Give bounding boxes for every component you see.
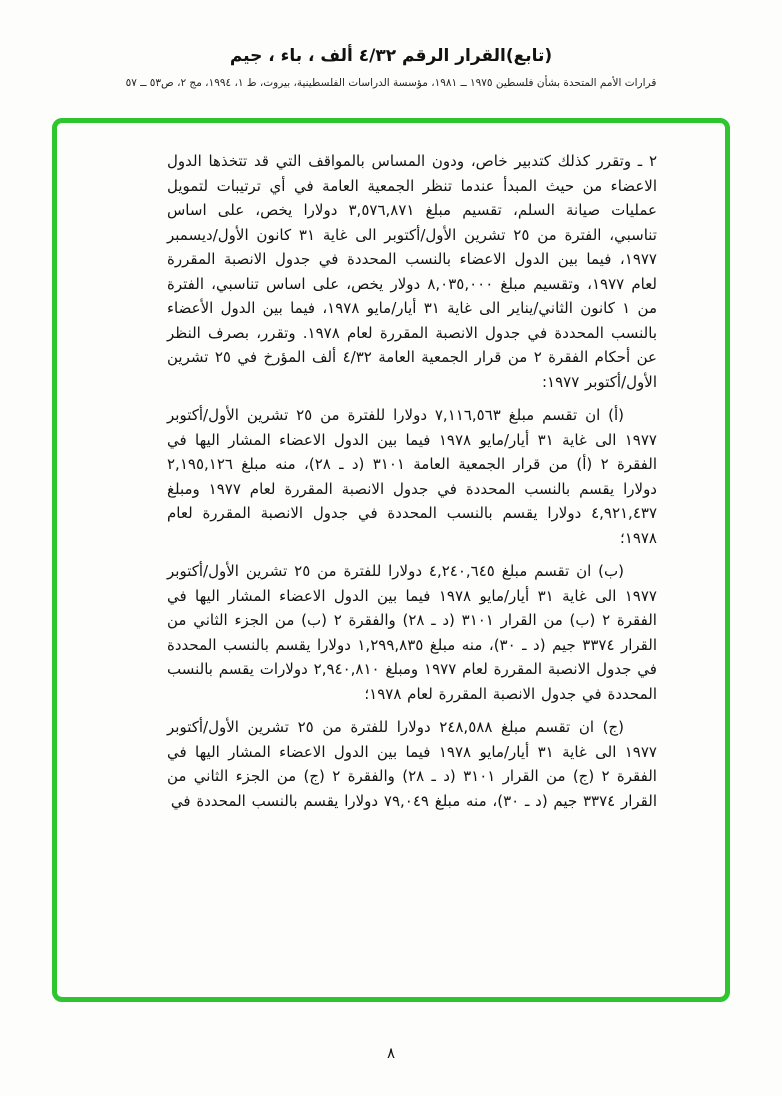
subparagraph-a: (أ) ان تقسم مبلغ ٧,١١٦,٥٦٣ دولارا للفترة من ٢٥ تشرين الأول/أكتوبر ١٩٧٧ الى غاية ٣١ أيار/مايو ١٩٧٨ فيما بين الدول الاعضاء المشار اليها في الفقرة ٢ (أ) من قرار الجمعية العامة ٣١٠١ (د ـ ٢٨)، منه مبلغ ٢,١٩٥,١٢٦ دولارا يقسم بالنسب المحددة في جدول الانصبة المقررة لعام ١٩٧٧ ومبلغ ٤,٩٢١,٤٣٧ دولارا يقسم بالنسب المحددة في جدول الانصبة المقررة لعام ١٩٧٨؛ <box>167 406 657 547</box>
subparagraph-b: (ب) ان تقسم مبلغ ٤,٢٤٠,٦٤٥ دولارا للفترة من ٢٥ تشرين الأول/أكتوبر ١٩٧٧ الى غاية ٣١ أيار/مايو ١٩٧٨ فيما بين الدول الاعضاء المشار اليها في الفقرة ٢ (ب) من القرار ٣١٠١ (د ـ ٢٨) والفقرة ٢ (ب) من الجزء الثاني من القرار ٣٣٧٤ جيم (د ـ ٣٠)، منه مبلغ ١,٢٩٩,٨٣٥ دولارا يقسم بالنسب المحددة في جدول الانصبة المقررة لعام ١٩٧٧ ومبلغ ٢,٩٤٠,٨١٠ دولارات يقسم بالنسب المحددة في جدول الانصبة المقررة لعام ١٩٧٨؛ <box>167 562 658 703</box>
resolution-body-text <box>167 149 657 813</box>
source-citation: قرارات الأمم المتحدة بشأن فلسطين ١٩٧٥ ــ ١٩٨١، مؤسسة الدراسات الفلسطينية، بيروت، ط ١، ١٩٩٤، مج ٢، ص٥٣ ــ ٥٧ <box>125 77 657 89</box>
subparagraph-c: (ج) ان تقسم مبلغ ٢٤٨,٥٨٨ دولارا للفترة من ٢٥ تشرين الأول/أكتوبر ١٩٧٧ الى غاية ٣١ أيار/مايو ١٩٧٨ فيما بين الدول الاعضاء المشار اليها في الفقرة ٢ (ج) من القرار ٣١٠١ (د ـ ٢٨) والفقرة ٢ (ج) من الجزء الثاني من القرار ٣٣٧٤ جيم (د ـ ٣٠)، منه مبلغ ٧٩,٠٤٩ دولارا يقسم بالنسب المحددة في <box>167 718 657 810</box>
page-footer <box>0 1044 782 1062</box>
paragraph-2: ٢ ـ وتقرر كذلك كتدبير خاص، ودون المساس بالمواقف التي قد تتخذها الدول الاعضاء من حيث المبدأ عندما تنظر الجمعية العامة في أي ترتيبات لتمويل عمليات صيانة السلم، تقسيم مبلغ ٣,٥٧٦,٨٧١ دولارا يخص، على اساس تناسبي، الفترة من ٢٥ تشرين الأول/أكتوبر الى غاية ٣١ كانون الأول/ديسمبر ١٩٧٧، فيما بين الدول الاعضاء بالنسب المحددة في جدول الانصبة المقررة لعام ١٩٧٧، وتقسيم مبلغ ٨,٠٣٥,٠٠٠ دولار يخص، على اساس تناسبي، الفترة من ١ كانون الثاني/يناير الى غاية ٣١ أيار/مايو ١٩٧٨، فيما بين الدول الأعضاء بالنسب المحددة في جدول الانصبة المقررة لعام ١٩٧٨. وتقرر، بصرف النظر عن أحكام الفقرة ٢ من قرار الجمعية العامة ٤/٣٢ ألف المؤرخ في ٢٥ تشرين الأول/أكتوبر ١٩٧٧: <box>167 152 658 391</box>
green-highlight-frame <box>52 118 730 1002</box>
page-number: ٨ <box>386 1044 396 1062</box>
resolution-title: (تابع)القرار الرقم ٤/٣٢ ألف ، باء ، جيم <box>229 46 553 66</box>
page-header <box>0 0 782 89</box>
